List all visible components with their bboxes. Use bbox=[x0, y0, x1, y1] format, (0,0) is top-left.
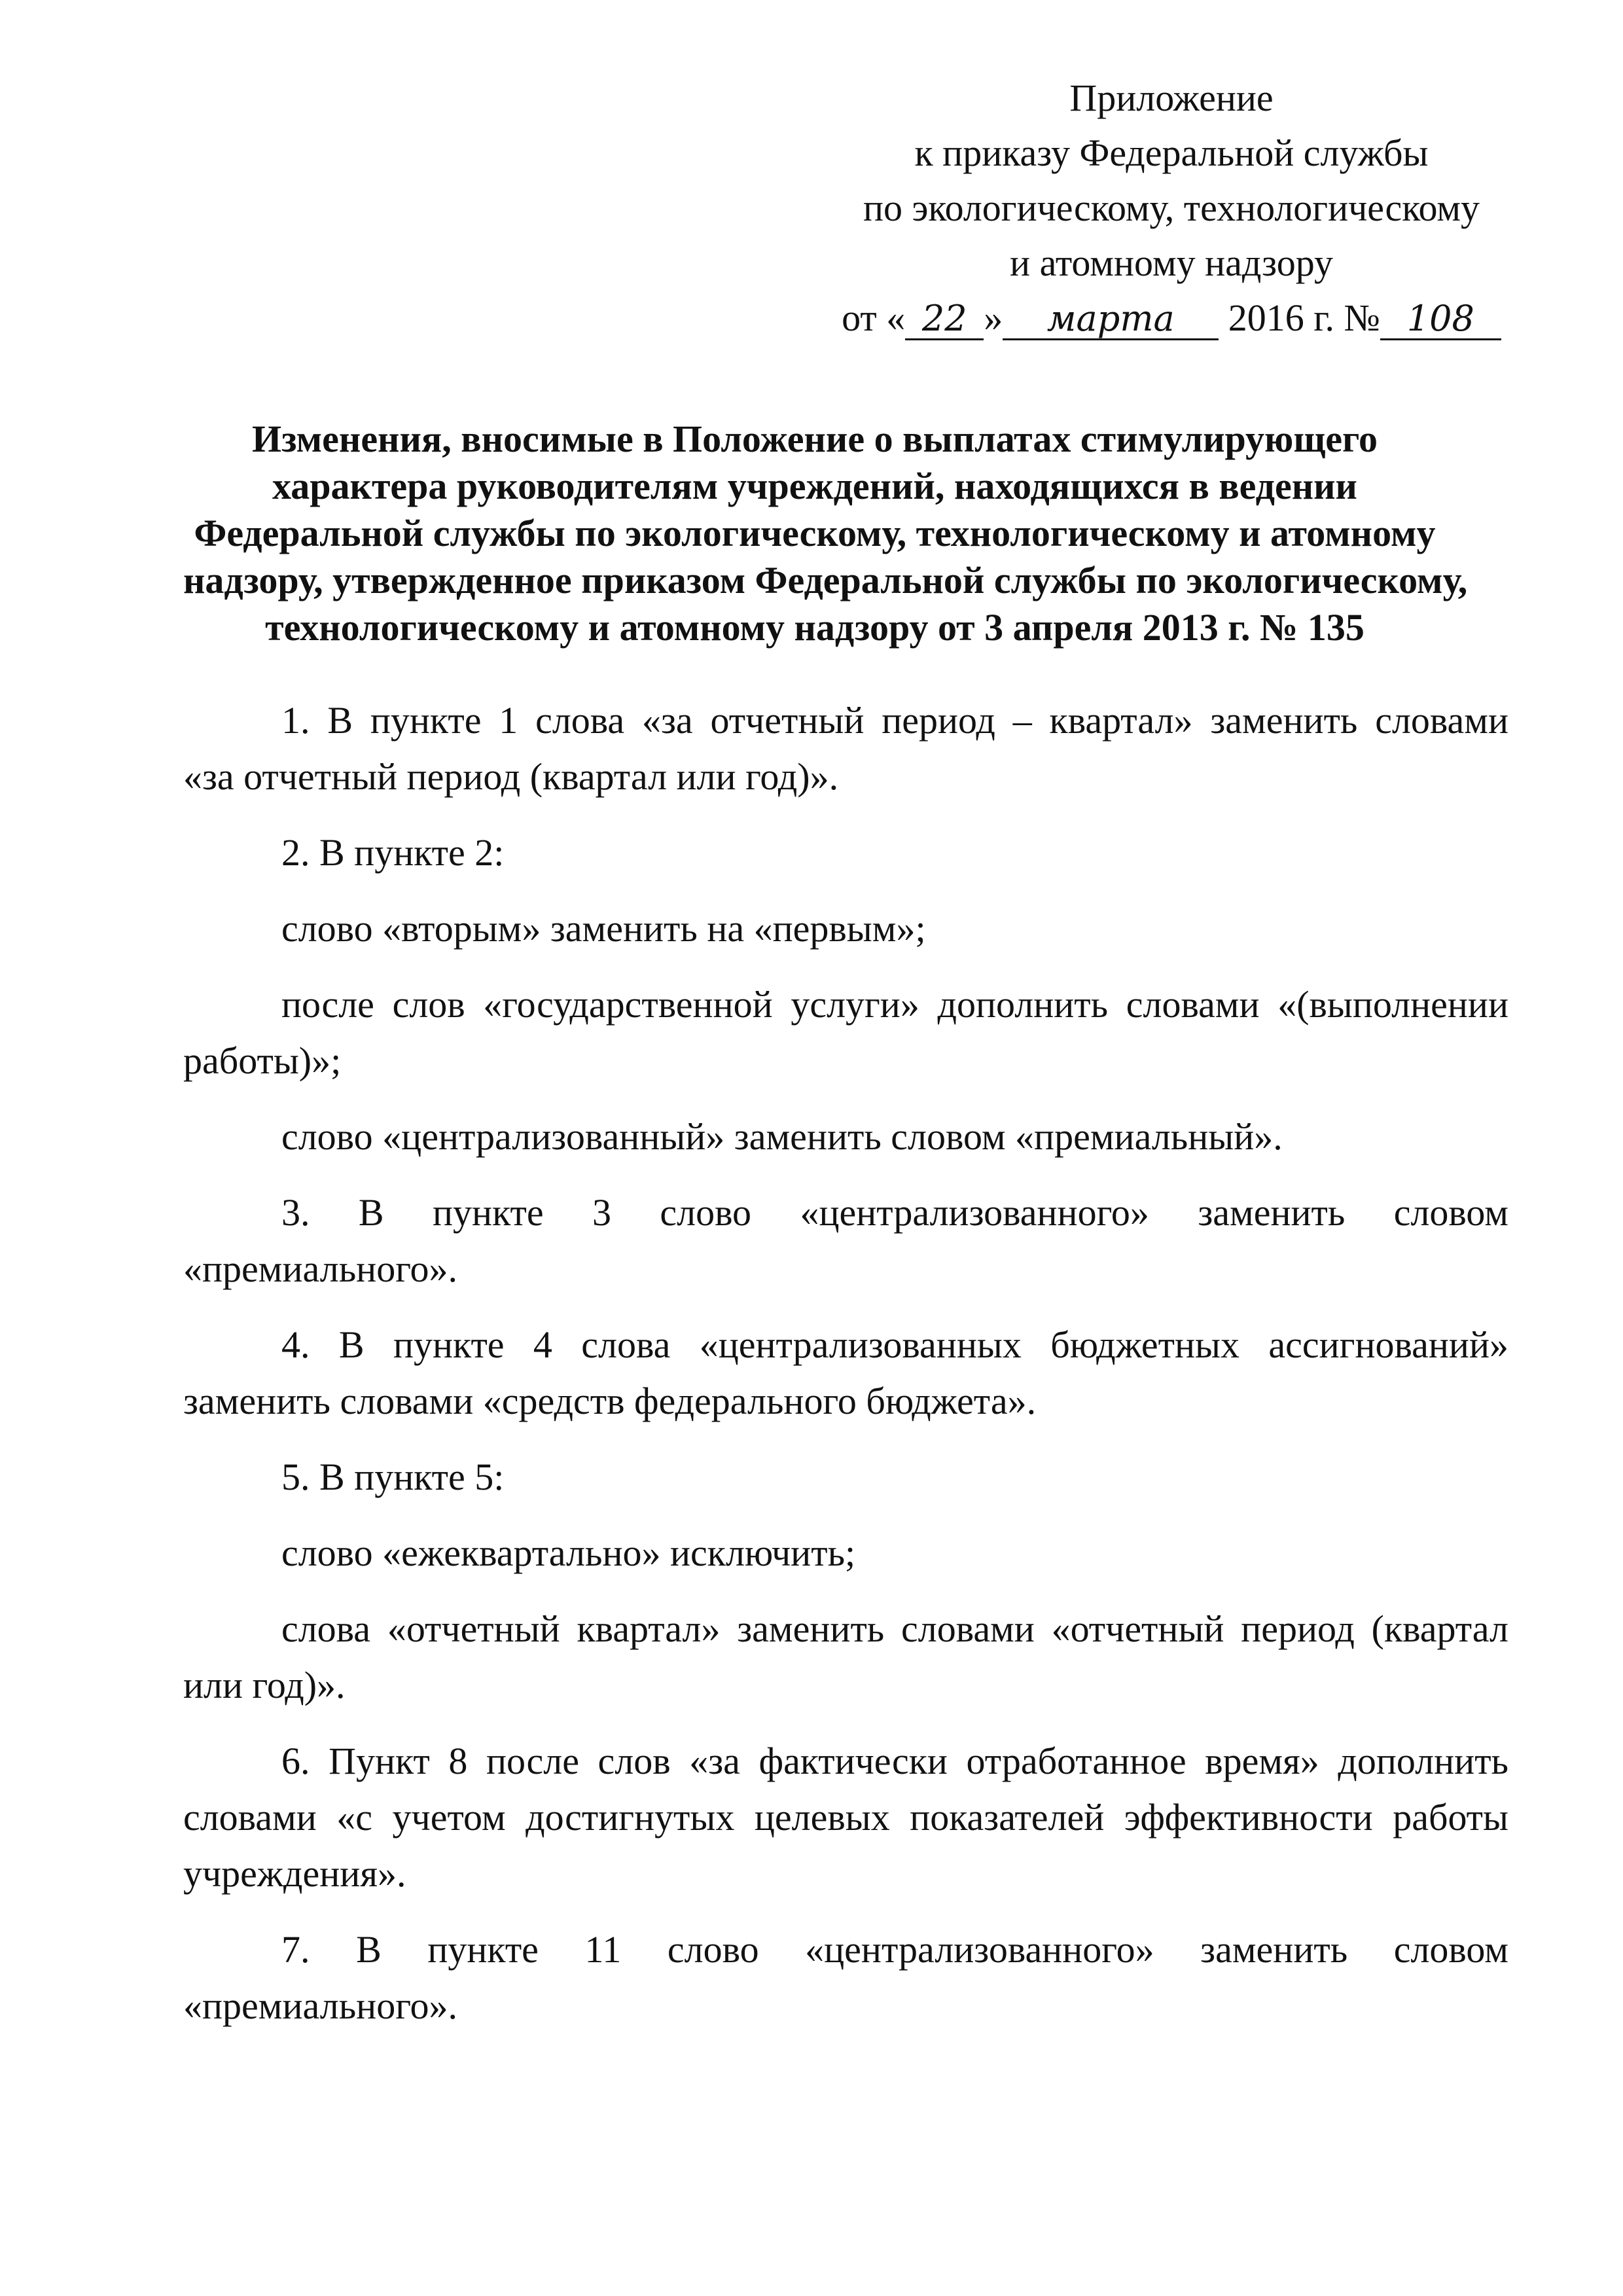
item-1-line: 1. В пункте 1 слова «за отчетный период – квартал» заменить словами bbox=[281, 699, 1508, 742]
appendix-header bbox=[831, 71, 1512, 346]
item-4 bbox=[183, 1317, 1508, 1429]
item-2a-line: слово «вторым» заменить на «первым»; bbox=[281, 907, 926, 950]
title-line: надзору, утвержденное приказом Федеральной службы по экологическому, bbox=[183, 559, 1468, 601]
item-5b-line: или год)». bbox=[183, 1664, 346, 1706]
item-2b bbox=[183, 977, 1508, 1089]
appendix-label: Приложение bbox=[1069, 77, 1274, 119]
item-2 bbox=[183, 825, 1508, 881]
title-line: Федеральной службы по экологическому, технологическому и атомному bbox=[194, 512, 1436, 554]
item-2c bbox=[183, 1109, 1508, 1165]
item-5a-line: слово «ежеквартально» исключить; bbox=[281, 1532, 856, 1574]
item-4-line: заменить словами «средств федерального бюджета». bbox=[183, 1380, 1037, 1422]
item-2c-line: слово «централизованный» заменить словом «премиальный». bbox=[281, 1115, 1283, 1158]
item-6-line: словами «с учетом достигнутых целевых показателей эффективности работы bbox=[183, 1796, 1508, 1839]
title-line: технологическому и атомному надзору от 3 апреля 2013 г. № 135 bbox=[265, 606, 1364, 649]
order-number-handwritten: 108 bbox=[1380, 299, 1501, 340]
item-3-line: «премиального». bbox=[183, 1247, 458, 1290]
item-3-line: 3. В пункте 3 слово «централизованного» заменить словом bbox=[281, 1191, 1508, 1234]
title-line: характера руководителям учреждений, находящихся в ведении bbox=[272, 465, 1357, 507]
order-date-line bbox=[831, 291, 1512, 346]
item-1-line: «за отчетный период (квартал или год)». bbox=[183, 755, 839, 798]
item-5a bbox=[183, 1525, 1508, 1581]
item-6-line: учреждения». bbox=[183, 1852, 406, 1895]
date-day-handwritten: 22 bbox=[905, 299, 984, 340]
item-5 bbox=[183, 1449, 1508, 1505]
item-7-line: «премиального». bbox=[183, 1984, 458, 2027]
item-4-line: 4. В пункте 4 слова «централизованных бюджетных ассигнований» bbox=[281, 1323, 1508, 1366]
item-2a bbox=[183, 901, 1508, 957]
item-1 bbox=[183, 692, 1508, 805]
date-prefix: от « bbox=[842, 296, 906, 339]
document-title bbox=[183, 416, 1468, 651]
item-7 bbox=[183, 1922, 1508, 2034]
date-mid: » bbox=[984, 296, 1003, 339]
item-2b-line: после слов «государственной услуги» дополнить словами «(выполнении bbox=[281, 983, 1508, 1026]
item-6 bbox=[183, 1733, 1508, 1902]
order-reference: к приказу Федеральной службы bbox=[914, 132, 1429, 174]
document-body bbox=[183, 692, 1508, 2034]
item-5-line: 5. В пункте 5: bbox=[281, 1456, 505, 1498]
agency-name-line: по экологическому, технологическому bbox=[863, 187, 1480, 229]
item-3 bbox=[183, 1185, 1508, 1297]
date-month-handwritten: марта bbox=[1003, 299, 1219, 340]
item-2-line: 2. В пункте 2: bbox=[281, 831, 505, 874]
date-year: 2016 г. № bbox=[1228, 296, 1380, 339]
item-6-line: 6. Пункт 8 после слов «за фактически отработанное время» дополнить bbox=[281, 1740, 1508, 1782]
item-2b-line: работы)»; bbox=[183, 1039, 342, 1082]
agency-name-line-end: и атомному надзору bbox=[1010, 242, 1333, 284]
item-7-line: 7. В пункте 11 слово «централизованного» заменить словом bbox=[281, 1928, 1508, 1971]
title-line: Изменения, вносимые в Положение о выплатах стимулирующего bbox=[252, 418, 1378, 460]
item-5b-line: слова «отчетный квартал» заменить словами «отчетный период (квартал bbox=[281, 1607, 1508, 1650]
item-5b bbox=[183, 1601, 1508, 1713]
